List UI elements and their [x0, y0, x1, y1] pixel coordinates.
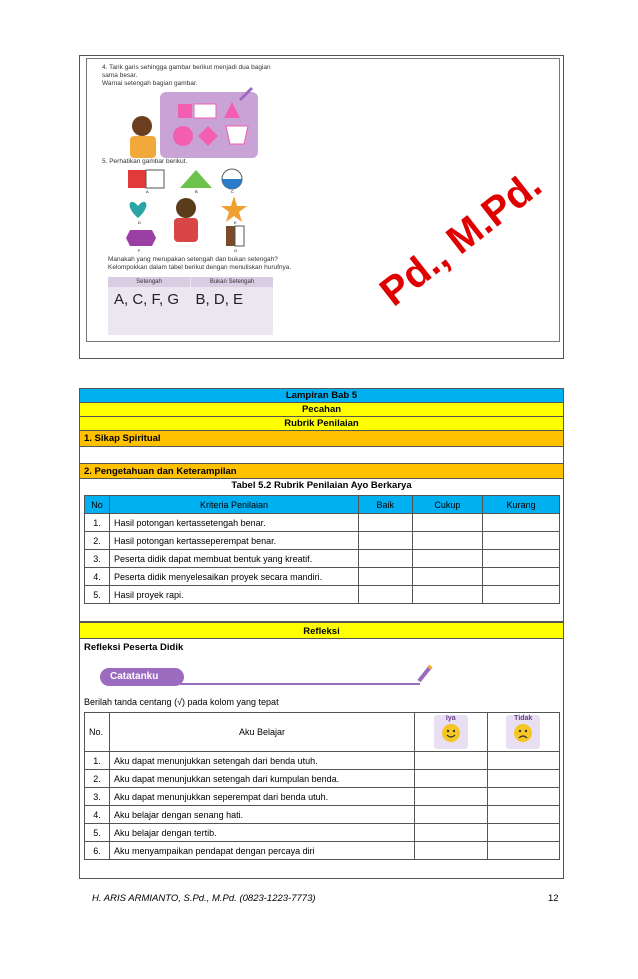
refleksi-text: Aku belajar dengan tertib. — [110, 824, 415, 842]
refleksi-no: 1. — [85, 752, 110, 770]
catatanku-banner — [100, 668, 400, 686]
rubric-cell[interactable] — [359, 514, 413, 532]
rubric-col-kriteria: Kriteria Penilaian — [110, 496, 359, 514]
pengetahuan-heading: 2. Pengetahuan dan Keterampilan — [79, 464, 564, 479]
q4-shape-rect — [194, 104, 216, 118]
refleksi-no: 5. — [85, 824, 110, 842]
pecahan-title: Pecahan — [79, 403, 564, 417]
girl-head — [176, 198, 196, 218]
rubric-cell[interactable] — [412, 586, 483, 604]
refleksi-no: 6. — [85, 842, 110, 860]
q5-line1: 5. Perhatikan gambar berikut. — [102, 158, 188, 165]
rubric-cell[interactable] — [483, 514, 560, 532]
refleksi-text: Aku dapat menunjukkan setengah dari benda utuh. — [110, 752, 415, 770]
q4-child-head — [132, 116, 152, 136]
refleksi-no: 2. — [85, 770, 110, 788]
sikap-spiritual: 1. Sikap Spiritual — [79, 431, 564, 447]
refleksi-row — [85, 806, 560, 824]
page-number: 12 — [548, 893, 559, 904]
rubric-row — [85, 550, 560, 568]
q4-shape-trapezoid — [226, 126, 248, 144]
label-d: D — [138, 220, 141, 225]
shape-b — [180, 170, 212, 188]
rubric-row — [85, 586, 560, 604]
refleksi-text: Aku belajar dengan senang hati. — [110, 806, 415, 824]
rubric-cell[interactable] — [483, 532, 560, 550]
rubric-text: Peserta didik dapat membuat bentuk yang kreatif. — [110, 550, 359, 568]
q5-illustration — [122, 166, 252, 256]
refleksi-text: Aku dapat menunjukkan seperempat dari benda utuh. — [110, 788, 415, 806]
refleksi-row — [85, 842, 560, 860]
tidak-cell[interactable] — [487, 770, 560, 788]
catatanku-label: Catatanku — [100, 668, 184, 686]
refleksi-row — [85, 824, 560, 842]
sikap-blank-row — [79, 447, 564, 464]
shape-e — [221, 196, 247, 222]
q4-panel — [160, 92, 258, 158]
refleksi-col-iya — [415, 713, 488, 752]
rubric-col-kurang: Kurang — [483, 496, 560, 514]
shape-c-fill — [222, 179, 242, 189]
catatanku-line — [180, 683, 420, 685]
rubric-cell[interactable] — [412, 532, 483, 550]
col-bukan: Bukan Setengah — [191, 277, 273, 287]
rubric-cell[interactable] — [412, 568, 483, 586]
happy-face-icon — [440, 722, 462, 744]
rubric-cell[interactable] — [483, 586, 560, 604]
q5-question: Manakah yang merupakan setengah dan bukan setengah? — [108, 256, 278, 263]
iya-cell[interactable] — [415, 788, 488, 806]
iya-cell[interactable] — [415, 806, 488, 824]
ans-setengah: A, C, F, G — [114, 291, 180, 308]
rubric-cell[interactable] — [483, 568, 560, 586]
rubrik-title: Rubrik Penilaian — [79, 417, 564, 431]
refleksi-subtitle: Refleksi Peserta Didik — [84, 642, 184, 653]
refleksi-title: Refleksi — [79, 622, 564, 639]
q4-illustration — [122, 86, 262, 162]
refleksi-col-tidak — [487, 713, 560, 752]
rubric-cell[interactable] — [359, 550, 413, 568]
rubric-cell[interactable] — [359, 568, 413, 586]
iya-label: Iya — [445, 715, 456, 722]
refleksi-no: 4. — [85, 806, 110, 824]
rubric-no: 5. — [85, 586, 110, 604]
refleksi-text: Aku dapat menunjukkan setengah dari kumpulan benda. — [110, 770, 415, 788]
rubric-text: Peserta didik menyelesaikan proyek secara mandiri. — [110, 568, 359, 586]
label-b: B — [195, 189, 198, 194]
label-e: E — [234, 220, 237, 225]
rubric-col-baik: Baik — [359, 496, 413, 514]
rubric-cell[interactable] — [412, 550, 483, 568]
rubric-cell[interactable] — [483, 550, 560, 568]
answer-table — [108, 277, 273, 335]
q4-shape-square — [178, 104, 192, 118]
rubric-row — [85, 532, 560, 550]
q5-instruction: Kelompokkan dalam tabel berikut dengan menuliskan hurufnya. — [108, 264, 292, 271]
q4-line2: sama besar. — [102, 72, 138, 79]
rubric-row — [85, 514, 560, 532]
refleksi-col-no: No. — [85, 713, 110, 752]
tidak-label: Tidak — [514, 715, 533, 722]
iya-cell[interactable] — [415, 770, 488, 788]
lampiran-title: Lampiran Bab 5 — [79, 388, 564, 403]
iya-cell[interactable] — [415, 824, 488, 842]
q4-line3: Warnai setengah bagian gambar. — [102, 80, 198, 87]
rubric-col-no: No — [85, 496, 110, 514]
rubric-header-row — [85, 496, 560, 514]
rubric-cell[interactable] — [359, 586, 413, 604]
q4-shape-circle — [173, 126, 193, 146]
q4-line1: 4. Tarik garis sehingga gambar berikut menjadi dua bagian — [102, 64, 271, 71]
label-c: C — [231, 189, 234, 194]
refleksi-col-aku: Aku Belajar — [110, 713, 415, 752]
shape-f — [126, 230, 156, 246]
rubric-text: Hasil potongan kertasseperempat benar. — [110, 532, 359, 550]
refleksi-text: Aku menyampaikan pendapat dengan percaya diri — [110, 842, 415, 860]
refleksi-row — [85, 788, 560, 806]
refleksi-instruction: Berilah tanda centang (√) pada kolom yang tepat — [84, 697, 279, 707]
rubric-no: 3. — [85, 550, 110, 568]
q4-child-body — [130, 136, 156, 158]
tidak-cell[interactable] — [487, 842, 560, 860]
rubric-row — [85, 568, 560, 586]
tidak-cell[interactable] — [487, 806, 560, 824]
refleksi-no: 3. — [85, 788, 110, 806]
label-g: G — [234, 248, 238, 253]
iya-cell[interactable] — [415, 752, 488, 770]
footer-author: H. ARIS ARMIANTO, S.Pd., M.Pd. (0823-1223-7773) — [92, 893, 316, 904]
rubric-no: 1. — [85, 514, 110, 532]
rubric-text: Hasil potongan kertassetengah benar. — [110, 514, 359, 532]
iya-cell[interactable] — [415, 842, 488, 860]
rubric-no: 2. — [85, 532, 110, 550]
shape-d — [130, 202, 147, 218]
rubric-col-cukup: Cukup — [412, 496, 483, 514]
refleksi-row — [85, 770, 560, 788]
col-setengah: Setengah — [108, 277, 190, 287]
tidak-cell[interactable] — [487, 824, 560, 842]
rubric-cell[interactable] — [412, 514, 483, 532]
shape-a-empty — [146, 170, 164, 188]
rubric-table — [84, 495, 560, 604]
girl-body — [174, 218, 198, 242]
label-f: F — [138, 248, 141, 253]
shape-a-fill — [128, 170, 146, 188]
refleksi-header-row — [85, 713, 560, 752]
label-a: A — [146, 189, 149, 194]
watermark: Pd., M.Pd. — [372, 162, 550, 315]
tidak-cell[interactable] — [487, 752, 560, 770]
rubric-text: Hasil proyek rapi. — [110, 586, 359, 604]
tidak-cell[interactable] — [487, 788, 560, 806]
ans-bukan: B, D, E — [195, 291, 244, 308]
sad-face-icon — [512, 722, 534, 744]
refleksi-table — [84, 712, 560, 860]
rubric-cell[interactable] — [359, 532, 413, 550]
refleksi-row — [85, 752, 560, 770]
shape-g-empty — [235, 226, 244, 246]
pencil-icon — [416, 664, 434, 684]
rubric-table-title: Tabel 5.2 Rubrik Penilaian Ayo Berkarya — [231, 480, 412, 491]
rubric-no: 4. — [85, 568, 110, 586]
shape-g-fill — [226, 226, 235, 246]
